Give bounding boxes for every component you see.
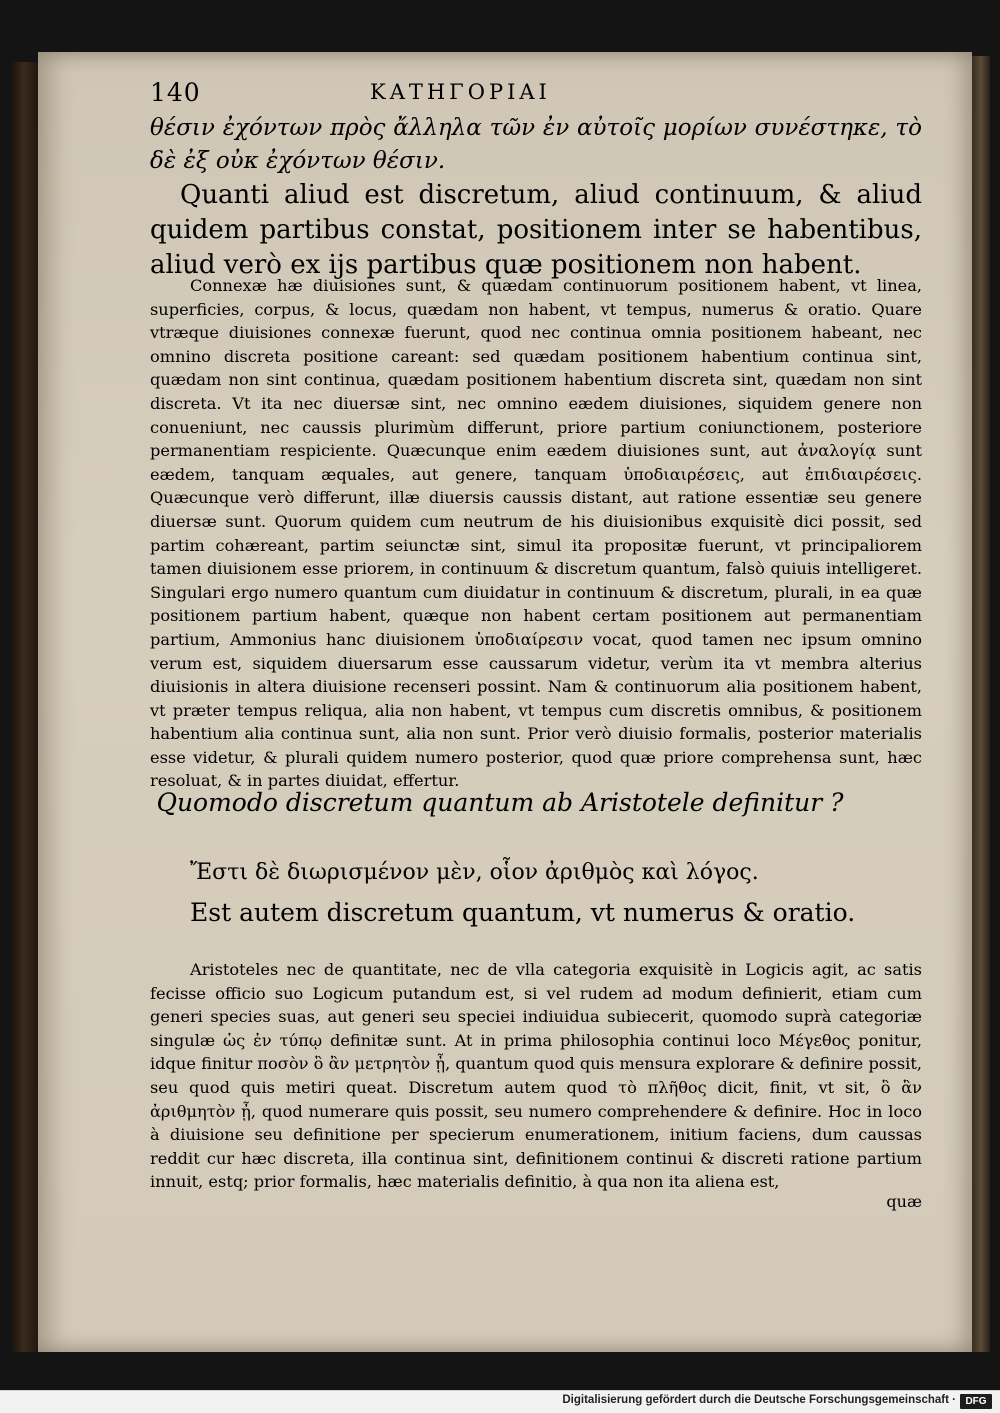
catchword: quæ — [886, 1192, 922, 1211]
page-number: 140 — [150, 78, 201, 107]
funding-credit: Digitalisierung gefördert durch die Deutsche Forschungsgemeinschaft · — [562, 1394, 956, 1406]
commentary-paragraph-1: Connexæ hæ diuisiones sunt, & quædam continuorum positionem habent, vt linea, superficies, corpus, & locus, quædam non habent, vt tempus, numerus & oratio. Quare vtræque diuisiones connexæ fuerunt, quod nec continua omnia positionem habeant, nec omnino discreta positione careant: sed quædam positionem habentium continua sint, quædam non sint continua, quædam positionem habentium discreta sint, quædam non sint discreta. Vt ita nec diuersæ sint, nec omnino eædem diuisiones, siquidem genere non conueniunt, nec caussis plurimùm differunt, priore partium coniunctionem, posteriore permanentiam respiciente. Quæcunque enim eædem diuisiones sunt, aut ἀναλογίᾳ sunt eædem, tanquam æquales, aut genere, tanquam ὑποδιαιρέσεις, aut ἐπιδιαιρέσεις. Quæcunque verò differunt, illæ diuersis caussis distant, aut ratione essentiæ seu genere diuersæ sunt. Quorum quidem cum neutrum de his diuisionibus exquisitè dici possit, sed partim cohæreant, partim seiunctæ sint, simul ita propositæ fuerunt, vt principaliorem tamen diuisionem esse priorem, in continuum & discretum quantum, falsò quiuis intelligeret. Singulari ergo numero quantum cum diuidatur in continuum & discretum, plurali, in ea quæ positionem partium habent, quæque non habent certam positionem aut permanentiam partium, Ammonius hanc diuisionem ὑποδιαίρεσιν vocat, quod tamen nec ipsum omnino verum est, siquidem diuersarum esse caussarum videtur, verùm ita vt membra alterius diuisionis in altera diuisione recenseri possint. Nam & continuorum alia positionem habent, vt præter tempus reliqua, alia non habent, vt tempus cum discretis omnibus, & positionem habentium alia continua sunt, alia non sunt. Prior verò diuisio formalis, posterior materialis esse videtur, & plurali quidem numero posterior, quod quæ priore comprehensa sunt, hæc resoluat, & in partes diuidat, effertur. — [150, 276, 922, 791]
commentary-paragraph-2: Aristoteles nec de quantitate, nec de vlla categoria exquisitè in Logicis agit, ac satis fecisse officio suo Logicum putandum est, si vel rudem ad modum definierit, etiam cum generi species suas, aut generi seu speciei indiuidua subiecerit, quomodo suprà categoriæ singulæ ὡς ἐν τύπῳ definitæ sunt. At in prima philosophia continui loco Μέγεθος ponitur, idque finitur ποσὸν ὃ ἂν μετρητὸν ᾖ, quantum quod quis mensura explorare & definire possit, seu quod quis metiri queat. Discretum autem quod τὸ πλῆθος dicit, finit, vt sit, ὃ ἂν ἀριθμητὸν ᾖ, quod numerare quis possit, seu numero comprehendere & definire. Hoc in loco à diuisione seu definitione per specierum enumerationem, initium faciens, dum caussas reddit cur hæc discreta, illa continua sint, definitionem continui & discreti ratione partium innuit, estq; prior formalis, hæc materialis definitio, à qua non ita aliena est, — [150, 960, 922, 1192]
dfg-logo-icon: DFG — [960, 1394, 992, 1409]
greek-passage-1: θέσιν ἐχόντων πρὸς ἄλληλα τῶν ἐν αὐτοῖς μορίων συνέστηκε, τὸ δὲ ἐξ οὐκ ἐχόντων θέσιν. — [150, 115, 922, 174]
footer-bar — [0, 1390, 1000, 1413]
running-head: ΚΑΤΗΓΟΡΙΑΙ — [370, 80, 551, 104]
book-spine-edge — [12, 62, 38, 1352]
latin-lemma-1: Quanti aliud est discretum, aliud continuum, & aliud quidem partibus constat, positionem inter se habentibus, aliud verò ex ijs partibus quæ positionem non habent. — [150, 180, 922, 280]
greek-passage-2: Ἔστι δὲ διωρισμένον μὲν, οἷον ἀριθμὸς καὶ λόγος. — [190, 860, 759, 885]
page-header — [150, 78, 770, 108]
latin-lemma-2: Est autem discretum quantum, vt numerus & oratio. — [190, 898, 856, 927]
question-heading: Quomodo discretum quantum ab Aristotele definitur ? — [156, 788, 844, 817]
